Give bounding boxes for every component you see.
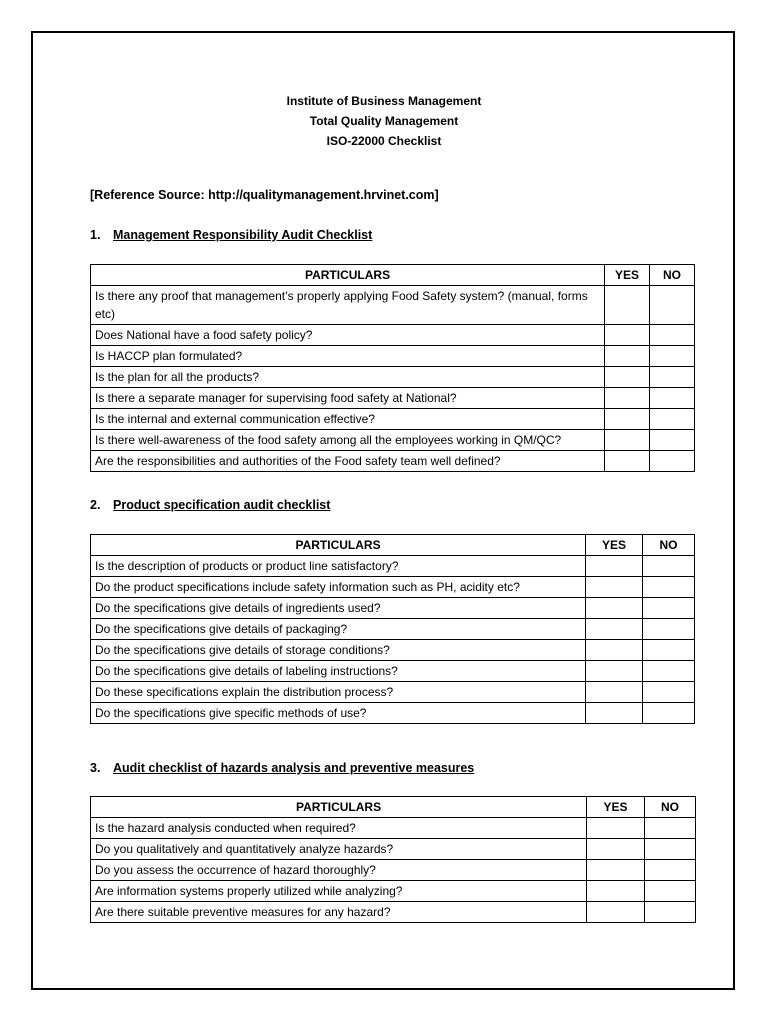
particular-cell: Do the specifications give details of labeling instructions? xyxy=(91,661,586,682)
yes-checkbox-cell[interactable] xyxy=(586,703,643,724)
section-3-heading xyxy=(90,761,474,775)
particular-cell: Do you qualitatively and quantitatively analyze hazards? xyxy=(91,839,587,860)
particular-cell: Do the specifications give specific methods of use? xyxy=(91,703,586,724)
yes-checkbox-cell[interactable] xyxy=(586,640,643,661)
table-row xyxy=(91,860,696,881)
yes-checkbox-cell[interactable] xyxy=(586,661,643,682)
yes-checkbox-cell[interactable] xyxy=(605,367,650,388)
section-1-number: 1. xyxy=(90,228,101,242)
no-checkbox-cell[interactable] xyxy=(643,619,695,640)
section-1-heading xyxy=(90,228,372,242)
yes-checkbox-cell[interactable] xyxy=(587,902,645,923)
yes-checkbox-cell[interactable] xyxy=(605,409,650,430)
table-row xyxy=(91,640,695,661)
table-header-row xyxy=(91,797,696,818)
table-header-row xyxy=(91,265,695,286)
no-header: NO xyxy=(643,535,695,556)
reference-source: [Reference Source: http://qualitymanagement.hrvinet.com] xyxy=(90,188,439,202)
course-title: Total Quality Management xyxy=(309,114,459,128)
particular-cell: Is the internal and external communication effective? xyxy=(91,409,605,430)
no-checkbox-cell[interactable] xyxy=(643,661,695,682)
no-checkbox-cell[interactable] xyxy=(650,286,695,325)
no-checkbox-cell[interactable] xyxy=(650,388,695,409)
no-checkbox-cell[interactable] xyxy=(650,325,695,346)
yes-checkbox-cell[interactable] xyxy=(605,286,650,325)
particulars-header: PARTICULARS xyxy=(91,797,587,818)
particular-cell: Are there suitable preventive measures for any hazard? xyxy=(91,902,587,923)
no-header: NO xyxy=(645,797,696,818)
table-row xyxy=(91,682,695,703)
section-3-title: Audit checklist of hazards analysis and preventive measures xyxy=(113,761,475,775)
particular-cell: Do the product specifications include safety information such as PH, acidity etc? xyxy=(91,577,586,598)
no-checkbox-cell[interactable] xyxy=(643,598,695,619)
particular-cell: Is the plan for all the products? xyxy=(91,367,605,388)
table-row xyxy=(91,430,695,451)
no-checkbox-cell[interactable] xyxy=(650,409,695,430)
no-checkbox-cell[interactable] xyxy=(650,346,695,367)
yes-checkbox-cell[interactable] xyxy=(587,839,645,860)
yes-header: YES xyxy=(586,535,643,556)
yes-checkbox-cell[interactable] xyxy=(605,430,650,451)
yes-checkbox-cell[interactable] xyxy=(587,818,645,839)
no-checkbox-cell[interactable] xyxy=(645,818,696,839)
particular-cell: Does National have a food safety policy? xyxy=(91,325,605,346)
section-2-heading xyxy=(90,498,330,512)
no-checkbox-cell[interactable] xyxy=(643,682,695,703)
yes-checkbox-cell[interactable] xyxy=(587,881,645,902)
yes-checkbox-cell[interactable] xyxy=(586,598,643,619)
particular-cell: Is there well-awareness of the food safety among all the employees working in QM/QC? xyxy=(91,430,605,451)
table-row xyxy=(91,818,696,839)
no-checkbox-cell[interactable] xyxy=(650,451,695,472)
no-header: NO xyxy=(650,265,695,286)
yes-checkbox-cell[interactable] xyxy=(605,451,650,472)
checklist-table-1 xyxy=(90,264,695,472)
no-checkbox-cell[interactable] xyxy=(643,577,695,598)
no-checkbox-cell[interactable] xyxy=(643,556,695,577)
section-1-title: Management Responsibility Audit Checklist xyxy=(113,228,373,242)
particular-cell: Do the specifications give details of ingredients used? xyxy=(91,598,586,619)
document-title: ISO-22000 Checklist xyxy=(326,134,442,148)
particular-cell: Is the description of products or product line satisfactory? xyxy=(91,556,586,577)
no-checkbox-cell[interactable] xyxy=(645,839,696,860)
table-row xyxy=(91,346,695,367)
no-checkbox-cell[interactable] xyxy=(650,430,695,451)
table-row xyxy=(91,661,695,682)
particular-cell: Is HACCP plan formulated? xyxy=(91,346,605,367)
yes-checkbox-cell[interactable] xyxy=(605,346,650,367)
table-row xyxy=(91,286,695,325)
section-2-title: Product specification audit checklist xyxy=(113,498,331,512)
table-row xyxy=(91,577,695,598)
table-header-row xyxy=(91,535,695,556)
yes-header: YES xyxy=(605,265,650,286)
no-checkbox-cell[interactable] xyxy=(645,860,696,881)
no-checkbox-cell[interactable] xyxy=(650,367,695,388)
particular-cell: Is the hazard analysis conducted when required? xyxy=(91,818,587,839)
table-row xyxy=(91,839,696,860)
table-row xyxy=(91,325,695,346)
checklist-table-3 xyxy=(90,796,696,923)
particular-cell: Are the responsibilities and authorities of the Food safety team well defined? xyxy=(91,451,605,472)
yes-header: YES xyxy=(587,797,645,818)
particular-cell: Do the specifications give details of storage conditions? xyxy=(91,640,586,661)
table-row xyxy=(91,367,695,388)
table-row xyxy=(91,703,695,724)
table-row xyxy=(91,619,695,640)
yes-checkbox-cell[interactable] xyxy=(605,325,650,346)
table-row xyxy=(91,902,696,923)
no-checkbox-cell[interactable] xyxy=(645,902,696,923)
table-row xyxy=(91,881,696,902)
section-3-number: 3. xyxy=(90,761,101,775)
checklist-table-2 xyxy=(90,534,695,724)
yes-checkbox-cell[interactable] xyxy=(587,860,645,881)
yes-checkbox-cell[interactable] xyxy=(586,619,643,640)
particular-cell: Is there a separate manager for supervising food safety at National? xyxy=(91,388,605,409)
particular-cell: Are information systems properly utilized while analyzing? xyxy=(91,881,587,902)
no-checkbox-cell[interactable] xyxy=(645,881,696,902)
particulars-header: PARTICULARS xyxy=(91,265,605,286)
table-row xyxy=(91,556,695,577)
yes-checkbox-cell[interactable] xyxy=(605,388,650,409)
table-row xyxy=(91,388,695,409)
table-row xyxy=(91,451,695,472)
particular-cell: Is there any proof that management’s properly applying Food Safety system? (manual, forms etc) xyxy=(91,286,605,325)
particulars-header: PARTICULARS xyxy=(91,535,586,556)
particular-cell: Do the specifications give details of packaging? xyxy=(91,619,586,640)
institute-title: Institute of Business Management xyxy=(286,94,482,108)
yes-checkbox-cell[interactable] xyxy=(586,556,643,577)
no-checkbox-cell[interactable] xyxy=(643,640,695,661)
particular-cell: Do you assess the occurrence of hazard thoroughly? xyxy=(91,860,587,881)
yes-checkbox-cell[interactable] xyxy=(586,577,643,598)
section-2-number: 2. xyxy=(90,498,101,512)
table-row xyxy=(91,598,695,619)
table-row xyxy=(91,409,695,430)
particular-cell: Do these specifications explain the distribution process? xyxy=(91,682,586,703)
no-checkbox-cell[interactable] xyxy=(643,703,695,724)
yes-checkbox-cell[interactable] xyxy=(586,682,643,703)
